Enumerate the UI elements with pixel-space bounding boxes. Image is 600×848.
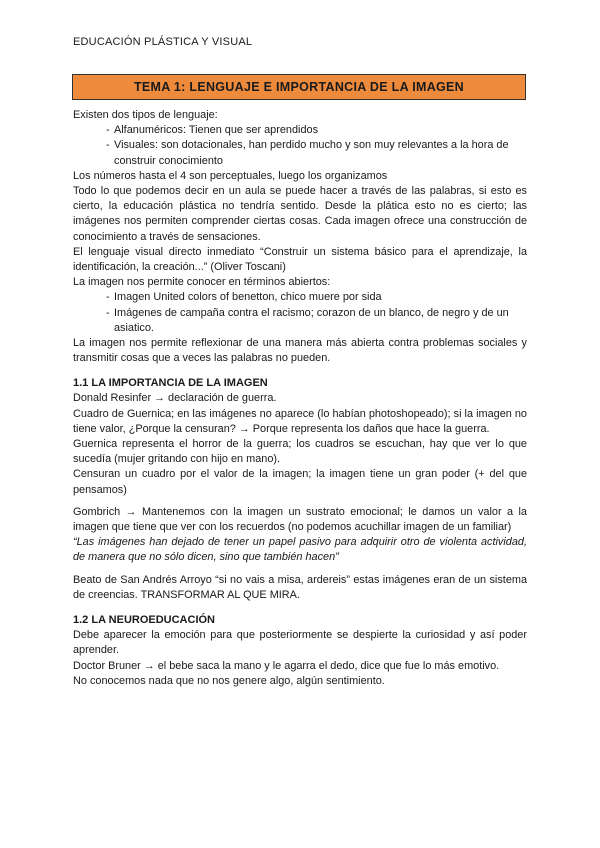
reflect-paragraph: La imagen nos permite reflexionar de una manera más abierta contra problemas sociales y transmitir cosas que a veces las palabras no pueden. <box>73 337 527 365</box>
bruner-line: Doctor Bruner → el bebe saca la mano y le agarra el dedo, dice que fue lo más emotivo. <box>73 659 500 672</box>
types-intro: Existen dos tipos de lenguaje: <box>73 109 218 121</box>
censor-paragraph: Censuran un cuadro por el valor de la imagen; la imagen tiene un gran poder (+ del que pensamos) <box>73 468 527 496</box>
list-item: - Alfanuméricos: Tienen que ser aprendidos <box>107 123 527 138</box>
section-heading-1-1: 1.1 LA IMPORTANCIA DE LA IMAGEN <box>73 377 268 390</box>
document-header: EDUCACIÓN PLÁSTICA Y VISUAL <box>73 36 253 48</box>
language-types-list <box>73 123 527 169</box>
classroom-paragraph: Todo lo que podemos decir en un aula se puede hacer a través de las palabras, si esto es cierto, la educación plástica no tendría sentido. Desde la plática esto no es cierto; las imágenes nos permiten comprender ciertas cosas. Cada imagen ofrece una construcción de conocimiento a través de sensaciones. <box>73 185 527 243</box>
emotion-paragraph: Debe aparecer la emoción para que posteriormente se despierte la curiosidad y así poder aprender. <box>73 629 527 657</box>
open-terms-list <box>73 290 527 336</box>
list-item: - Imágenes de campaña contra el racismo; corazon de un blanco, de negro y de un asiatico. <box>107 306 527 336</box>
document-body <box>73 108 527 689</box>
page-title: TEMA 1: LENGUAJE E IMPORTANCIA DE LA IMAGEN <box>133 80 465 94</box>
resinfer-line: Donald Resinfer → declaración de guerra. <box>73 392 277 405</box>
visual-language-paragraph: El lenguaje visual directo inmediato “Construir un sistema básico para el aprendizaje, la identificación, la creación...” (Oliver Toscani) <box>73 245 527 274</box>
quote: “Las imágenes han dejado de tener un papel pasivo para adquirir otro de violenta actividad, de manera que no sólo dicen, sino que también hacen” <box>73 536 527 564</box>
gombrich-paragraph: Gombrich → Mantenemos con la imagen un sustrato emocional; le damos un valor a la imagen que tiene que ver con los recuerdos (no podemos acuchillar imagen de un familiar) <box>73 505 527 534</box>
open-terms-intro: La imagen nos permite conocer en términos abiertos: <box>73 276 331 289</box>
numbers-line: Los números hasta el 4 son perceptuales, luego los organizamos <box>73 169 388 182</box>
guernica-paragraph: Cuadro de Guernica; en las imágenes no aparece (lo habían photoshopeado); si la imagen no tiene valor, ¿Porque la censuran? → Porque representa los daños que hace la guerra. <box>73 407 527 435</box>
list-item: - Imagen United colors of benetton, chico muere por sida <box>107 290 527 305</box>
list-item: - Visuales: son dotacionales, han perdido mucho y son muy relevantes a la hora de construir conocimiento <box>107 138 527 168</box>
horror-paragraph: Guernica representa el horror de la guerra; los cuadros se escuchan, hay que ver lo que sucedía (mujer gritando con hijo en mano). <box>73 438 527 466</box>
section-heading-1-2: 1.2 LA NEUROEDUCACIÓN <box>73 614 215 627</box>
feeling-line: No conocemos nada que no nos genere algo, algún sentimiento. <box>73 674 385 687</box>
title-banner <box>72 74 526 100</box>
beato-paragraph: Beato de San Andrés Arroyo “si no vais a misa, ardereis” estas imágenes eran de un sistema de creencias. TRANSFORMAR AL QUE MIRA. <box>73 573 527 601</box>
